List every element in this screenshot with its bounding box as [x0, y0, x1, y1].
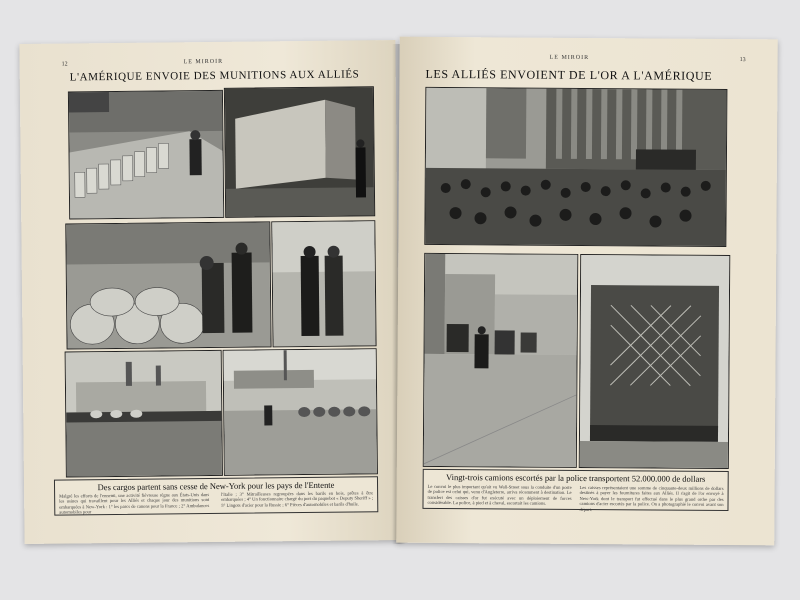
photo-policemen	[271, 220, 376, 347]
right-body-col1: Le convoi le plus important qu'ait vu Wall-Street sous la conduite d'un poste de police est celui qui, venu d'Angleterre, arriva récemment à destination. Le transfert des caisses d'or fut exécuté avec un déploiement de forces considérable. La police, à pied et à cheval, escortait les camions.	[427, 483, 572, 506]
photo-barrels-pier	[223, 348, 378, 476]
left-body-col1: Malgré les efforts de l'ennemi, une activité fiévreuse règne aux États-Unis dans les usines qui travaillent pour les Alliés et chaque jour des munitions sont embarquées à New-York : 1° les parcs de canons pour la France ; 2° Ambulances automobiles pour	[59, 492, 210, 515]
right-body-col2: Les caisses représentaient une somme de cinquante-deux millions de dollars destinés à payer les fournitures faites aux Alliés. Il s'agit de l'or envoyé à New-York dont le transport fut effectué dans le plus grand ordre par des camions d'acier escortés par la police. On a photographié le convoi avant son départ.	[579, 484, 724, 512]
left-page-number: 12	[61, 61, 68, 68]
right-masthead: LE MIROIR	[549, 54, 590, 62]
photo-crate-man	[224, 86, 375, 218]
magazine-spread	[22, 38, 778, 556]
right-page	[396, 37, 778, 546]
left-caption-box	[54, 476, 378, 515]
left-page	[19, 40, 400, 544]
right-caption-box	[422, 469, 728, 511]
photo-mounted-police	[423, 253, 578, 468]
photo-armored-truck	[579, 254, 730, 469]
left-caption: Des cargos partent sans cesse de New-York pour les pays de l'Entente	[97, 479, 335, 493]
left-masthead: LE MIROIR	[183, 58, 224, 66]
left-body-col2: l'Italie ; 3° Mitrailleuses regroupées dans les barils en bois, prêtes à être embarquées ; 4° Un fonctionnaire chargé du port du paquebot « Deputy Sheriff » ; 5° Lingots d'acier pour la Russie ; 6° Pièces d'automobiles et barils d'huile.	[221, 490, 374, 508]
photo-inspecting-barrels	[65, 221, 271, 349]
left-page-title: L'AMÉRIQUE ENVOIE DES MUNITIONS AUX ALLIÉS	[69, 68, 360, 84]
right-page-title: LES ALLIÉS ENVOIENT DE L'OR A L'AMÉRIQUE	[425, 66, 713, 83]
photo-ship-harbour	[65, 350, 223, 478]
right-page-number: 13	[739, 57, 746, 64]
right-caption: Vingt-trois camions escortés par la police transportent 52.000.000 de dollars	[445, 472, 706, 484]
photo-barrels-dock	[68, 90, 224, 220]
photo-wall-street-crowd	[424, 87, 727, 247]
